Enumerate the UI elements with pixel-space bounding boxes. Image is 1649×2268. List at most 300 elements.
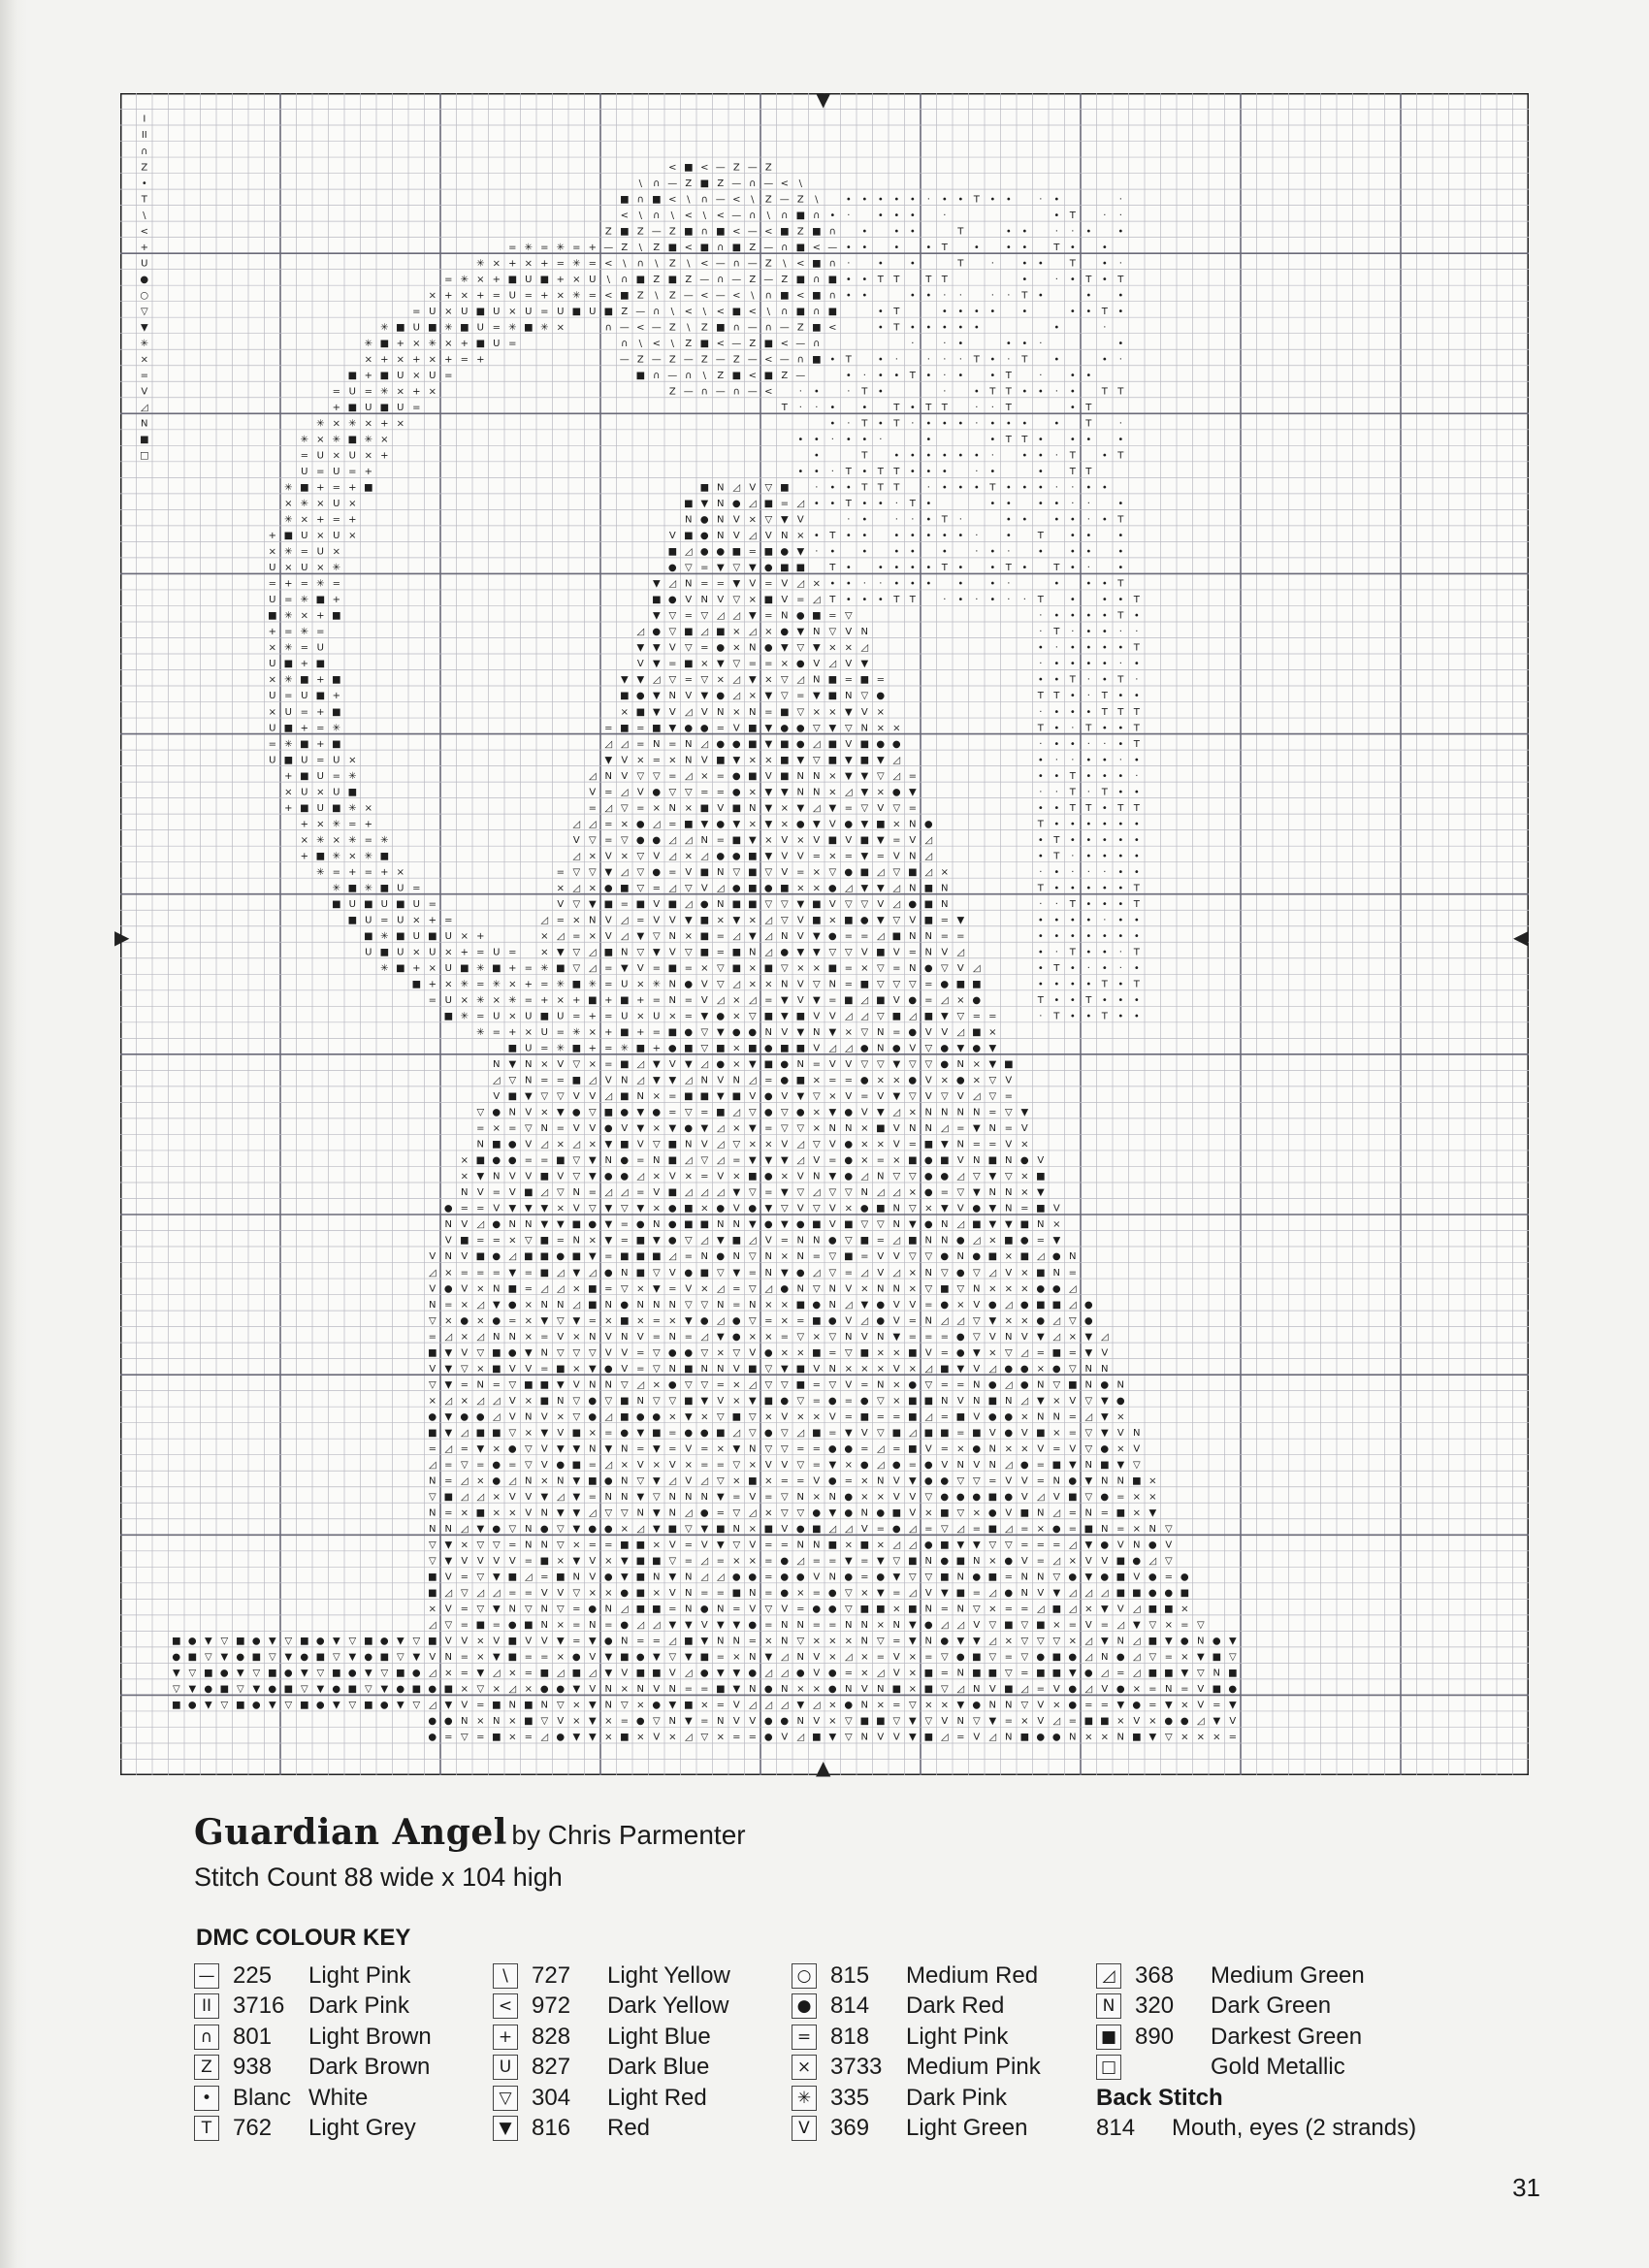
svg-text:▼: ▼ xyxy=(732,1268,740,1279)
svg-text:×: × xyxy=(909,1187,917,1198)
svg-text:U: U xyxy=(381,899,388,910)
svg-text:■: ■ xyxy=(764,1012,773,1022)
svg-text:◿: ◿ xyxy=(1084,1684,1092,1695)
svg-text:■: ■ xyxy=(428,1636,436,1647)
svg-text:●: ● xyxy=(732,1332,741,1343)
svg-text:■: ■ xyxy=(748,883,757,893)
svg-text:▼: ▼ xyxy=(636,1123,644,1134)
svg-text:•: • xyxy=(910,531,916,541)
svg-text:•: • xyxy=(1085,483,1091,494)
svg-text:T: T xyxy=(1084,467,1092,477)
svg-text:=: = xyxy=(764,1540,772,1551)
dmc-code: 3733 xyxy=(830,2054,906,2081)
svg-text:•: • xyxy=(814,451,820,462)
svg-text:×: × xyxy=(717,915,725,925)
svg-text:V: V xyxy=(1069,1396,1076,1407)
svg-text:▽: ▽ xyxy=(860,691,868,701)
svg-text:V: V xyxy=(669,1059,676,1070)
svg-text:•: • xyxy=(878,354,884,365)
svg-text:+: + xyxy=(653,1044,661,1054)
svg-text:·: · xyxy=(959,515,962,526)
svg-text:■: ■ xyxy=(396,899,404,910)
svg-text:U: U xyxy=(413,322,420,333)
svg-text:●: ● xyxy=(684,1123,693,1134)
svg-text:▽: ▽ xyxy=(828,1332,836,1343)
svg-text:◿: ◿ xyxy=(860,1315,868,1326)
svg-text:•: • xyxy=(957,451,963,462)
svg-text:—: — xyxy=(748,354,758,365)
svg-text:▽: ▽ xyxy=(764,1364,772,1375)
svg-text:V: V xyxy=(781,1733,788,1743)
svg-text:N: N xyxy=(909,883,916,893)
svg-text:·: · xyxy=(1055,643,1058,654)
svg-text:=: = xyxy=(333,387,340,398)
svg-text:×: × xyxy=(1084,1733,1092,1743)
svg-text:■: ■ xyxy=(540,1396,549,1407)
svg-text:×: × xyxy=(700,1411,708,1422)
svg-text:V: V xyxy=(813,1155,820,1166)
svg-text:N: N xyxy=(893,1204,900,1215)
svg-text:+: + xyxy=(508,258,516,269)
svg-text:•: • xyxy=(1070,387,1076,398)
svg-text:•: • xyxy=(957,483,963,494)
key-row xyxy=(792,2114,1041,2145)
svg-text:■: ■ xyxy=(508,1652,517,1663)
svg-text:V: V xyxy=(605,1347,612,1358)
svg-text:■: ■ xyxy=(604,899,613,910)
svg-text:•: • xyxy=(925,435,931,445)
svg-text:◿: ◿ xyxy=(732,1108,740,1118)
svg-text:●: ● xyxy=(876,1508,885,1519)
svg-text:×: × xyxy=(461,1332,469,1343)
svg-text:●: ● xyxy=(732,771,741,782)
svg-text:×: × xyxy=(845,643,853,654)
svg-text:■: ■ xyxy=(508,1636,517,1647)
svg-text:×: × xyxy=(764,835,772,846)
svg-text:■: ■ xyxy=(1164,1669,1173,1679)
svg-text:V: V xyxy=(781,595,788,605)
svg-text:●: ● xyxy=(252,1636,261,1647)
svg-text:■: ■ xyxy=(300,1701,308,1711)
svg-text:=: = xyxy=(668,771,676,782)
svg-text:V: V xyxy=(925,1588,932,1599)
svg-text:=: = xyxy=(1069,1716,1077,1727)
svg-text:V: V xyxy=(461,1556,468,1567)
svg-text:=: = xyxy=(685,1332,693,1343)
svg-text:V: V xyxy=(1021,1428,1028,1439)
svg-text:V: V xyxy=(557,1428,564,1439)
svg-text:V: V xyxy=(973,1460,980,1471)
svg-text:•: • xyxy=(1053,803,1059,814)
svg-text:×: × xyxy=(365,419,372,430)
svg-text:V: V xyxy=(1197,1684,1204,1695)
colour-name: Light Grey xyxy=(308,2115,416,2142)
svg-text:N: N xyxy=(941,1108,948,1118)
svg-text:•: • xyxy=(1117,691,1123,701)
key-row xyxy=(792,2022,1041,2053)
svg-text:●: ● xyxy=(604,1572,613,1583)
svg-text:▼: ▼ xyxy=(781,1268,789,1279)
svg-text:■: ■ xyxy=(364,899,372,910)
svg-text:×: × xyxy=(1005,1315,1013,1326)
svg-text:=: = xyxy=(717,931,725,942)
svg-text:×: × xyxy=(1005,1251,1013,1262)
svg-text:◿: ◿ xyxy=(796,1556,804,1567)
svg-text:●: ● xyxy=(1004,1364,1013,1375)
svg-text:=: = xyxy=(781,1475,789,1486)
svg-text:■: ■ xyxy=(540,1669,549,1679)
svg-text:N: N xyxy=(541,1300,548,1311)
svg-text:■: ■ xyxy=(668,547,677,558)
svg-text:×: × xyxy=(589,1428,597,1439)
svg-text:•: • xyxy=(1006,339,1012,349)
svg-text:×: × xyxy=(956,1443,964,1454)
svg-text:●: ● xyxy=(956,1652,965,1663)
key-row xyxy=(493,2022,730,2053)
svg-text:●: ● xyxy=(172,1652,180,1663)
svg-text:✳: ✳ xyxy=(540,963,548,974)
svg-text:▽: ▽ xyxy=(956,1475,964,1486)
svg-text:●: ● xyxy=(684,1428,693,1439)
svg-text:◿: ◿ xyxy=(749,1701,757,1711)
svg-text:V: V xyxy=(541,1443,548,1454)
svg-text:N: N xyxy=(845,1620,852,1631)
svg-text:■: ■ xyxy=(492,1701,501,1711)
svg-text:—: — xyxy=(795,371,805,381)
svg-text:=: = xyxy=(924,980,932,990)
svg-text:◿: ◿ xyxy=(924,867,932,878)
svg-text:U: U xyxy=(333,755,340,765)
svg-text:=: = xyxy=(1052,1540,1060,1551)
svg-text:·: · xyxy=(1119,659,1122,669)
svg-text:∩: ∩ xyxy=(829,290,836,301)
svg-text:▽: ▽ xyxy=(749,1012,757,1022)
svg-text:=: = xyxy=(316,467,324,477)
svg-text:▼: ▼ xyxy=(572,1268,580,1279)
svg-text:■: ■ xyxy=(348,403,357,413)
svg-text:▽: ▽ xyxy=(636,1475,644,1486)
svg-text:◿: ◿ xyxy=(685,1076,693,1086)
svg-text:×: × xyxy=(828,1652,836,1663)
svg-text:◿: ◿ xyxy=(540,915,548,925)
svg-text:=: = xyxy=(685,1684,693,1695)
svg-text:▼: ▼ xyxy=(749,611,757,622)
svg-text:■: ■ xyxy=(988,1572,997,1583)
svg-text:=: = xyxy=(525,290,533,301)
svg-text:▽: ▽ xyxy=(700,1027,708,1038)
svg-text:▼: ▼ xyxy=(653,1443,661,1454)
svg-text:■: ■ xyxy=(812,322,821,333)
svg-text:•: • xyxy=(893,451,899,462)
svg-text:◿: ◿ xyxy=(604,803,612,814)
svg-text:+: + xyxy=(333,691,340,701)
svg-text:=: = xyxy=(764,1123,772,1134)
svg-text:N: N xyxy=(925,1268,932,1279)
svg-text:▼: ▼ xyxy=(956,1364,964,1375)
svg-text:●: ● xyxy=(972,1044,981,1054)
svg-text:\: \ xyxy=(607,275,611,285)
svg-text:•: • xyxy=(1021,307,1027,317)
colour-name: Light Pink xyxy=(308,1962,410,1990)
svg-text:▼: ▼ xyxy=(685,1059,693,1070)
svg-text:×: × xyxy=(1052,1428,1060,1439)
svg-text:✳: ✳ xyxy=(333,435,340,445)
svg-text:▼: ▼ xyxy=(717,1669,725,1679)
svg-text:◿: ◿ xyxy=(764,948,772,958)
symbol-icon: ◿ xyxy=(1096,1963,1121,1989)
svg-text:◿: ◿ xyxy=(429,1669,436,1679)
svg-text:◿: ◿ xyxy=(589,948,597,958)
svg-text:=: = xyxy=(717,1379,725,1390)
svg-text:Z: Z xyxy=(605,226,612,237)
svg-text:●: ● xyxy=(508,1300,517,1311)
svg-text:●: ● xyxy=(716,1204,725,1215)
svg-text:×: × xyxy=(1165,1620,1173,1631)
svg-text:▼: ▼ xyxy=(732,1684,740,1695)
svg-text:■: ■ xyxy=(348,883,357,893)
svg-text:T: T xyxy=(1101,1012,1109,1022)
svg-text:•: • xyxy=(1070,595,1076,605)
svg-text:✳: ✳ xyxy=(284,547,292,558)
svg-text:V: V xyxy=(765,531,772,541)
svg-text:✳: ✳ xyxy=(572,290,580,301)
svg-text:×: × xyxy=(269,675,276,686)
svg-text:U: U xyxy=(493,339,500,349)
svg-text:▽: ▽ xyxy=(557,1187,565,1198)
svg-text:T: T xyxy=(1084,275,1092,285)
svg-text:•: • xyxy=(925,531,931,541)
svg-text:×: × xyxy=(316,787,324,797)
svg-text:•: • xyxy=(989,435,995,445)
svg-text:N: N xyxy=(797,1059,804,1070)
svg-text:◿: ◿ xyxy=(653,675,661,686)
svg-text:▽: ▽ xyxy=(973,1332,981,1343)
colour-key-heading: DMC COLOUR KEY xyxy=(196,1925,410,1952)
svg-text:▽: ▽ xyxy=(909,1091,917,1102)
svg-text:✳: ✳ xyxy=(461,275,469,285)
back-stitch-description: Mouth, eyes (2 strands) xyxy=(1172,2115,1416,2142)
svg-text:▽: ▽ xyxy=(653,1492,661,1503)
svg-text:V: V xyxy=(1085,1556,1092,1567)
svg-text:▽: ▽ xyxy=(589,1204,597,1215)
svg-text:▼: ▼ xyxy=(877,1556,885,1567)
svg-text:■: ■ xyxy=(524,1187,533,1198)
svg-text:▼: ▼ xyxy=(700,1012,708,1022)
svg-text:•: • xyxy=(1134,963,1140,974)
svg-text:V: V xyxy=(669,948,676,958)
svg-text:+: + xyxy=(429,915,436,925)
svg-text:∩: ∩ xyxy=(653,178,660,189)
svg-text:▼: ▼ xyxy=(572,1684,580,1695)
svg-text:◿: ◿ xyxy=(732,931,740,942)
svg-text:V: V xyxy=(765,1460,772,1471)
svg-text:N: N xyxy=(973,1379,980,1390)
svg-text:=: = xyxy=(589,1460,597,1471)
svg-text:U: U xyxy=(429,307,436,317)
svg-text:■: ■ xyxy=(476,1251,485,1262)
svg-text:▽: ▽ xyxy=(589,835,597,846)
svg-text:V: V xyxy=(749,1604,756,1615)
svg-text:■: ■ xyxy=(652,1669,661,1679)
svg-text:×: × xyxy=(1020,1315,1028,1326)
svg-text:•: • xyxy=(829,547,835,558)
svg-text:T: T xyxy=(1037,883,1045,893)
svg-text:▼: ▼ xyxy=(604,1652,612,1663)
svg-text:T: T xyxy=(1133,803,1141,814)
svg-text:●: ● xyxy=(284,1669,293,1679)
svg-text:•: • xyxy=(1117,771,1123,782)
svg-text:·: · xyxy=(1039,659,1042,669)
colour-name: Light Pink xyxy=(906,2024,1008,2051)
svg-text:◿: ◿ xyxy=(749,995,757,1006)
svg-text:·: · xyxy=(1071,627,1074,637)
svg-text:∩: ∩ xyxy=(781,211,788,221)
svg-text:▽: ▽ xyxy=(973,1172,981,1183)
svg-text:▽: ▽ xyxy=(941,963,949,974)
svg-text:×: × xyxy=(365,803,372,814)
svg-text:T: T xyxy=(1084,995,1092,1006)
svg-text:●: ● xyxy=(556,1684,565,1695)
svg-text:▽: ▽ xyxy=(1197,1669,1205,1679)
svg-text:×: × xyxy=(764,1508,772,1519)
svg-text:▼: ▼ xyxy=(732,1187,740,1198)
svg-text:—: — xyxy=(620,354,630,365)
svg-text:■: ■ xyxy=(1036,1204,1045,1215)
svg-text:V: V xyxy=(493,1636,500,1647)
svg-text:+: + xyxy=(444,290,452,301)
svg-text:×: × xyxy=(1133,1524,1141,1535)
svg-text:×: × xyxy=(476,1283,484,1294)
svg-text:=: = xyxy=(461,1379,469,1390)
svg-text:•: • xyxy=(1053,611,1059,622)
svg-text:●: ● xyxy=(988,1508,997,1519)
svg-text:\: \ xyxy=(687,194,691,205)
svg-text:▽: ▽ xyxy=(572,1588,580,1599)
svg-text:×: × xyxy=(397,354,404,365)
svg-text:■: ■ xyxy=(748,899,757,910)
svg-text:●: ● xyxy=(700,1315,709,1326)
svg-text:■: ■ xyxy=(620,995,629,1006)
svg-text:∩: ∩ xyxy=(781,243,788,253)
svg-text:·: · xyxy=(1119,963,1122,974)
svg-text:V: V xyxy=(1053,1204,1060,1215)
svg-text:●: ● xyxy=(924,1187,933,1198)
svg-text:■: ■ xyxy=(828,691,837,701)
svg-text:V: V xyxy=(877,1251,884,1262)
svg-text:=: = xyxy=(572,243,580,253)
svg-text:V: V xyxy=(957,1396,964,1407)
svg-text:●: ● xyxy=(780,1556,789,1567)
svg-text:+: + xyxy=(476,290,484,301)
svg-text:▽: ▽ xyxy=(1148,1652,1156,1663)
svg-text:•: • xyxy=(1021,419,1027,430)
svg-text:V: V xyxy=(1037,1716,1044,1727)
svg-text:•: • xyxy=(1053,723,1059,733)
svg-text:■: ■ xyxy=(668,275,677,285)
svg-text:■: ■ xyxy=(1116,1572,1125,1583)
svg-text:▽: ▽ xyxy=(988,1620,996,1631)
svg-text:V: V xyxy=(1021,1556,1028,1567)
svg-text:+: + xyxy=(444,354,452,365)
svg-text:●: ● xyxy=(668,1044,677,1054)
svg-text:•: • xyxy=(829,499,835,509)
svg-text:×: × xyxy=(685,1460,693,1471)
svg-text:◿: ◿ xyxy=(796,579,804,590)
svg-text:●: ● xyxy=(572,1108,581,1118)
svg-text:×: × xyxy=(749,1332,757,1343)
svg-text:▼: ▼ xyxy=(653,1076,661,1086)
svg-text:T: T xyxy=(1052,1012,1060,1022)
svg-text:=: = xyxy=(1037,1684,1045,1695)
svg-text:N: N xyxy=(717,899,724,910)
svg-text:▼: ▼ xyxy=(604,1219,612,1230)
svg-text:●: ● xyxy=(716,691,725,701)
svg-text:Z: Z xyxy=(701,354,708,365)
svg-text:•: • xyxy=(1070,995,1076,1006)
svg-text:■: ■ xyxy=(284,659,293,669)
svg-text:U: U xyxy=(589,275,596,285)
svg-text:Z: Z xyxy=(701,322,708,333)
svg-text:●: ● xyxy=(588,1524,597,1535)
svg-text:■: ■ xyxy=(1020,1219,1029,1230)
svg-text:×: × xyxy=(796,883,804,893)
svg-text:•: • xyxy=(1134,755,1140,765)
svg-text:◿: ◿ xyxy=(589,1268,597,1279)
svg-text:+: + xyxy=(540,258,548,269)
dmc-code: 938 xyxy=(233,2054,308,2081)
svg-text:×: × xyxy=(813,883,821,893)
svg-text:●: ● xyxy=(1004,1411,1013,1422)
svg-text:N: N xyxy=(717,499,724,509)
svg-text:V: V xyxy=(621,771,628,782)
svg-text:=: = xyxy=(269,739,276,750)
svg-text:▼: ▼ xyxy=(1101,1604,1109,1615)
svg-text:▼: ▼ xyxy=(668,723,676,733)
svg-text:■: ■ xyxy=(908,1443,917,1454)
dmc-code: 816 xyxy=(532,2115,607,2142)
svg-text:◿: ◿ xyxy=(1037,1251,1045,1262)
svg-text:V: V xyxy=(877,803,884,814)
svg-text:V: V xyxy=(845,1379,852,1390)
svg-text:∩: ∩ xyxy=(621,339,628,349)
svg-text:U: U xyxy=(269,563,275,573)
svg-text:◿: ◿ xyxy=(636,627,644,637)
svg-text:N: N xyxy=(525,1524,532,1535)
svg-text:V: V xyxy=(589,1091,596,1102)
svg-text:N: N xyxy=(717,1716,724,1727)
svg-text:◿: ◿ xyxy=(668,851,676,861)
svg-text:■: ■ xyxy=(668,1140,677,1150)
svg-text:N: N xyxy=(925,1315,932,1326)
svg-text:▽: ▽ xyxy=(781,963,789,974)
svg-text:×: × xyxy=(1116,1411,1124,1422)
svg-text:▽: ▽ xyxy=(220,1636,228,1647)
svg-text:■: ■ xyxy=(444,1492,453,1503)
svg-text:▼: ▼ xyxy=(493,1300,501,1311)
svg-text:◿: ◿ xyxy=(589,771,597,782)
svg-text:=: = xyxy=(732,1300,740,1311)
svg-text:=: = xyxy=(796,1315,804,1326)
svg-text:N: N xyxy=(829,1572,836,1583)
svg-text:=: = xyxy=(941,1669,949,1679)
dmc-code: 815 xyxy=(830,1962,906,1990)
svg-text:N: N xyxy=(541,1540,548,1551)
svg-text:T: T xyxy=(1084,419,1092,430)
svg-text:V: V xyxy=(717,1396,724,1407)
svg-text:▼: ▼ xyxy=(1116,1460,1124,1471)
svg-text:×: × xyxy=(909,1108,917,1118)
svg-text:●: ● xyxy=(796,659,805,669)
